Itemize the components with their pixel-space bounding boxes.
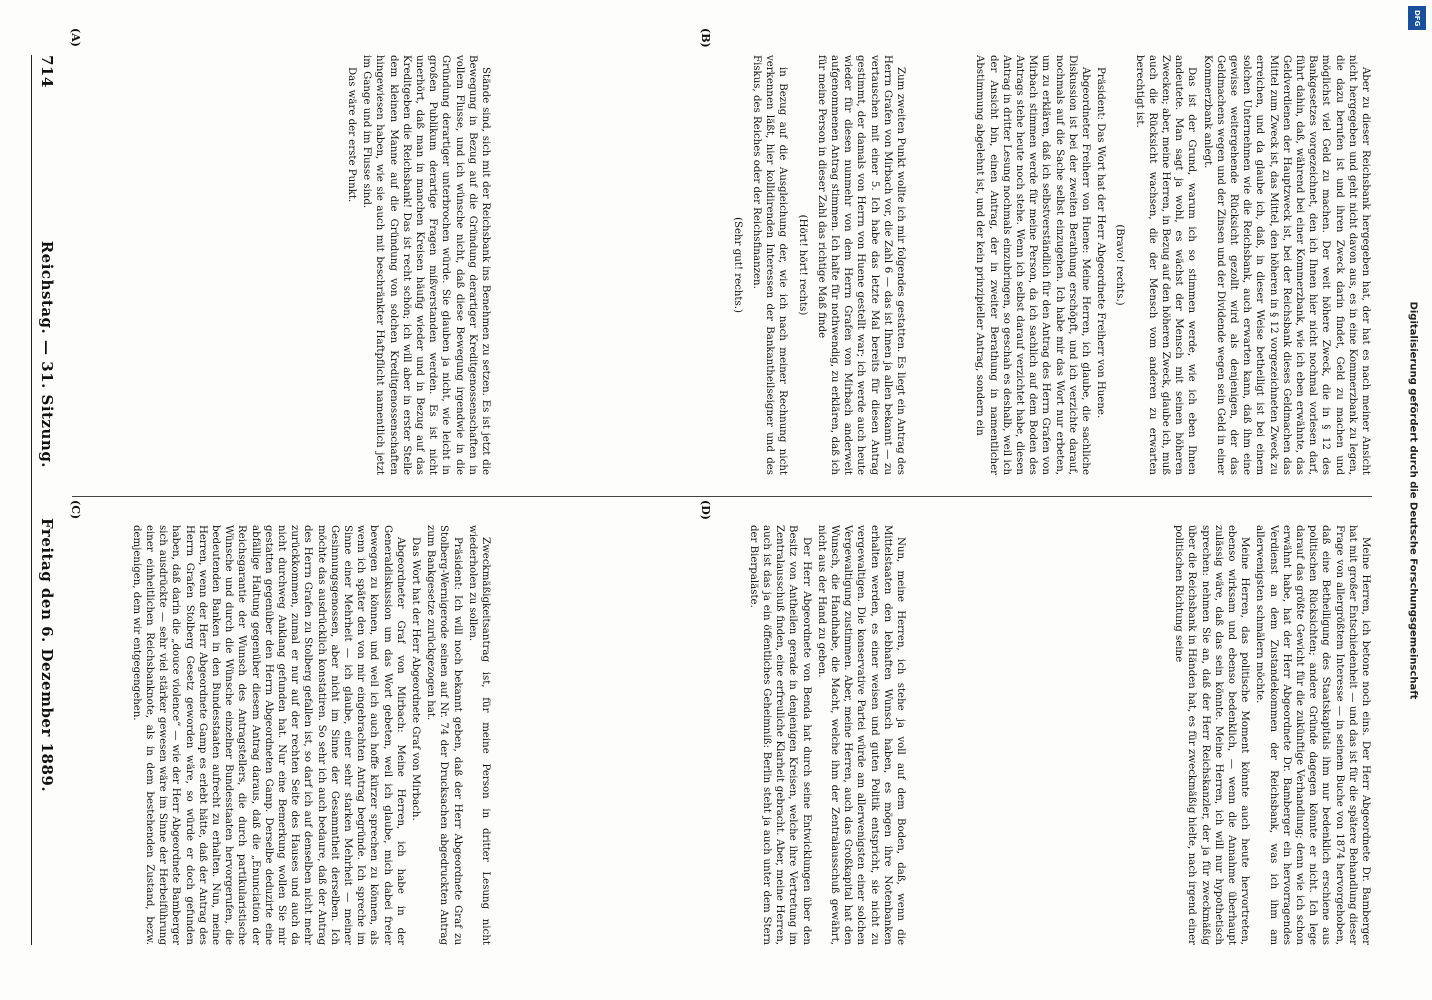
speaker-paragraph: Präsident: Ich will noch bekannt geben, daß der Herr Abgeordnete Graf zu Stolberg-Wernigerode seinen auf Nr. 74 der Drucksachen abgedruckten Antrag zum Bankgesetze zurückgezogen hat. (425, 525, 463, 945)
margin-marker-b: (B) (699, 28, 712, 48)
digitization-note-text: Digitalisierung gefördert durch die Deutsche Forschungsgemeinschaft (1407, 301, 1419, 699)
header-date: Freitag den 6. Dezember 1889. (38, 518, 56, 793)
right-column-top (72, 525, 492, 945)
paragraph: Zum zweiten Punkt wollte ich mir folgendes gestatten. Es liegt ein Antrag des Herrn Grafen von Mirbach vor, die Zahl 6 — das ist Ihnen ja allen bekannt — zu vertauschen mit einer 5. Ich habe das letzte Mal bereits für diesen Antrag gestimmt, der damals von Herrn von Huene gestellt war; ich werde auch heute wieder für diesen nunmehr von dem Herrn Grafen von Mirbach anderweit aufgenommenen Antrag stimmen. Ich halte für nothwendig, zu erklären, daß ich für meine Person in dieser Zahl das richtige Maß finde (815, 55, 906, 475)
paragraph: Das ist der Grund, warum ich so stimmen werde, wie ich eben Ihnen andeutete. Man sagt ja wohl, es wächst der Mensch mit seinen höheren Zwecken; aber, meine Herren, in Bezug auf den höheren Zweck, glaube ich, muß auch die Rücksicht wachsen, die der Mensch vom anderen zu erwarten berechtigt ist. (1133, 55, 1198, 475)
interjection: (Sehr gut! rechts.) (731, 217, 743, 313)
dfg-logo: DFG (1408, 6, 1426, 30)
digitization-note (1398, 30, 1428, 970)
paragraph: Aber zu dieser Reichsbank hergegeben hat, der hat es nach meiner Ansicht nicht hergegeben und geht nicht davon aus, es in eine Kommerzbank zu legen, die dazu berufen ist und ihren Zweck darin findet, Geld zu machen und möglichst viel Geld zu machen. Der weit höhere Zweck, die in § 12 des Bankgesetzes vorgezeichnet, den ich Ihnen hier nicht nochmal vorlesen darf, führt dahin, daß, während bei einer Kommerzbank, wie ich eben erwähnte, das Geldverdienen der Hauptzweck ist, bei der Reichsbank dieses Geldmachen das Mittel zum Zweck ist, das Mittel, den höheren in § 12 vorgezeichneten Zweck zu erreichen, und da glaube ich, daß, in dieser Weise betheiligt ist bei einem solchen Unternehmen wie die Reichsbank, auch erwarten kann, daß ihm eine gewisse weitergehende Rücksicht gezollt wird als denjenigen, der das Geldmachens wegen und der Zinsen und der Dividende wegen sein Geld in einer Kommerzbank anlegt. (1201, 55, 1371, 475)
left-column-bottom (917, 55, 1372, 475)
paragraph: Das Wort hat der Herr Abgeordnete Graf von Mirbach. (409, 537, 421, 821)
right-column-bottom (917, 525, 1372, 945)
column-divider (72, 496, 1372, 497)
paragraph: Der Herr Abgeordnete von Benda hat durch seine Entwicklungen über den Besitz von Antheilen gerade in denjenigen Kreisen, welche ihre Vertretung im Zentralausschuß finden, eine erfreuliche Klarheit gebracht. Aber, meine Herren, auch ist das ja ein öffentliches Geheimniß: Berlin steht ja auch unter dem Stern der Bierpaläste. (747, 525, 812, 945)
interjection: (Hört! hört! rechts) (796, 214, 808, 316)
paragraph: Meine Herren, ich betone noch eins. Der Herr Abgeordnete Dr. Bamberger hat mit großer Entschiedenheit — und das ist für die spätere Behandlung dieser Frage von allergrößtem Interesse — in seinem Buche von 1874 hervorgehoben, daß eine Betheiligung des Staatskapitals ihm nur bedenklich erschiene aus politischen Rücksichten; andere Gründe dagegen könnte er nicht. Ich lege darauf das größte Gewicht für die zukünftige Verhandlung; denn wie ich schon erwähnt habe, hat der Herr Abgeordnete Dr. Bamberger ein hervorragendes Verdienst an dem Zustandekommen der Reichsbank, was ich ihm am allerwenigsten schmälern möchte. (1254, 525, 1371, 945)
paragraph: Zweckmäßigkeitsantrag ist, für meine Person in dritter Lesung nicht wiederholen zu sollen. (466, 525, 491, 945)
header-title: Reichstag. — 31. Sitzung. (38, 240, 56, 469)
right-column-middle (502, 525, 907, 945)
margin-marker-c: (C) (69, 500, 82, 520)
speaker-paragraph: Präsident: Das Wort hat der Herr Abgeordnete Freiherr von Huene. (1095, 67, 1107, 419)
paragraph: in Bezug auf die Ausgleichung der, wie ich nach meiner Rechnung nicht verkennen läßt, hier kollidirenden Interessen der Bankantheilseigner und des Fiskus, des Reiches oder der Reichsfinanzen. (750, 55, 789, 475)
margin-marker-a: (A) (69, 28, 82, 47)
interjection: (Bravo! rechts.) (1114, 224, 1126, 306)
left-column-top (72, 55, 492, 475)
margin-marker-d: (D) (699, 500, 712, 520)
speaker-paragraph: Abgeordneter Freiherr von Huene: Meine Herren, ich glaube, die sachliche Diskussion ist bei der zweiten Berathung erschöpft, und ich verzichte darauf, nochmals auf die Sache selbst einzugehen. Ich habe mir das Wort nur erbeten, um zu erklären, daß ich selbstverständlich für den Antrag des Herrn Grafen von Mirbach stimmen werde für meine Person, da ich sachlich auf dem Boden des Antrags stehe heute noch stehe. Wenn ich selbst darauf verzichtet habe, diesen Antrag in dritter Lesung nochmals einzubringen, so geschah es deshalb, weil ich der Ansicht bin, einen Antrag, der in zweiter Berathung in namentlicher Abstimmung abgelehnt ist, und der kein prinzipieller Antrag, sondern ein (974, 55, 1091, 475)
speaker-paragraph: Abgeordneter Graf von Mirbach: Meine Herren, ich habe in der Generaldiskussion um das Wort gebeten, weil ich glaube, mich dabei freier bewegen zu können, und weil ich auch hoffe kürzer sprechen zu können, als wenn ich später den von mir eingebrachten Antrag begründe. Ich spreche im Sinne einer Mehrheit — ich glaube, einer sehr starken Mehrheit — meiner Gesinnungsgenossen, aber nicht im Sinne der Gesammtheit derselben. Ich möchte das ausdrücklich konstatiren. So sehr ich auch bedaure, daß der Antrag des Herrn Grafen zu Stolberg gefallen ist, so darf ich auf denselben nicht mehr zurückkommen, zumal er nur auf der rechten Seite des Hauses und auch da nicht durchweg Anklang gefunden hat. Nur eine Bemerkung wollen Sie mir gestatten gegenüber den Herrn Abgeordneten Gamp. Derselbe deduzirte eine abfällige Haltung gegenüber diesem Antrag daraus, daß die „Enunciation der Reichsgarantie der Wunsch des Antragstellers, die durch partikularistische Wünsche und durch die Wünsche einzelner Bundesstaaten hervorgerufen, die bedeutenden Banken in den Bundesstaaten aufrecht zu erhalten. Nun, meine Herren, wenn der Herr Abgeordnete Gamp es erlebt hätte, daß der Antrag des Herrn Grafen Stolberg Gesetz geworden wäre, so würde er doch gefunden haben, daß darin die „douce violence“ — wie der Herr Abgeordnete Bamberger sich ausdrückte — sehr viel stärker gewesen wäre im Sinne der Herbeiführung einer einheitlichen Reichsbanknote, als in dem bestehenden Zustand, bezw. demjenigen, dem wir entgegengehen. (130, 525, 406, 945)
header-center (38, 241, 56, 792)
page-number: 714 (38, 55, 56, 88)
left-column-middle (502, 55, 907, 475)
paragraph: Nun, meine Herren, ich stehe ja voll auf dem Boden, daß, wenn die Mittelstaaten den lebhaften Wunsch haben, es mögen ihre Notenbanken erhalten werden, es einer weisen und guten Politik entspricht, sie nicht zu vergewaltigen. Die konservative Partei würde am allerwenigsten einer solchen Vergewaltigung zustimmen. Aber, meine Herren, auch das Großkapital hat den Wunsch, die Handhabe, die Macht, welche ihm der Zentralausschuß gewährt, nicht aus der Hand zu geben. (815, 525, 906, 945)
paragraph: Meine Herren, das politische Moment könnte auch heute hervortreten, ebenso wirksam und ebenso bedenklich, — wenn die Annahme überhaupt zulässig wäre, daß das sein könnte. Meine Herren, ich will nur hypothetisch sprechen: nehmen Sie an, daß der Herr Reichskanzler, der ja für zweckmäßig über die Reichsbank in Händen hat, es für zweckmäßig hielte, nach irgend einer politischen Richtung seine (1173, 525, 1251, 945)
page-header (31, 55, 62, 945)
paragraph: Stände sind, sich mit der Reichsbank ins Benehmen zu setzen. Es ist jetzt die Bewegung in Bezug auf die Gründung derartiger Kreditgenossenschaften in vollem Flusse, und ich wünsche nicht, daß diese Bewegung irgendwie in die Gründung derartiger unterbrochen würde. Sie glauben ja nicht, wie leicht in großen Publikum derartige Fragen mißverstanden werden. Es ist nicht unerhört, daß man in manchen Kreisen häufig wieder und in Bezug auf das Kreditgeben die Reichsbank! Das ist recht schön; ich will aber in erster Stelle dem kleinen Manne auf die Gründung von solchen Kreditgenossenschaften hingewiesen haben, wie sie auch mit beschränkter Haftpflicht namentlich jetzt im Gange und im Flusse sind. (361, 55, 491, 475)
paragraph: Das wäre der erste Punkt. (345, 67, 357, 203)
